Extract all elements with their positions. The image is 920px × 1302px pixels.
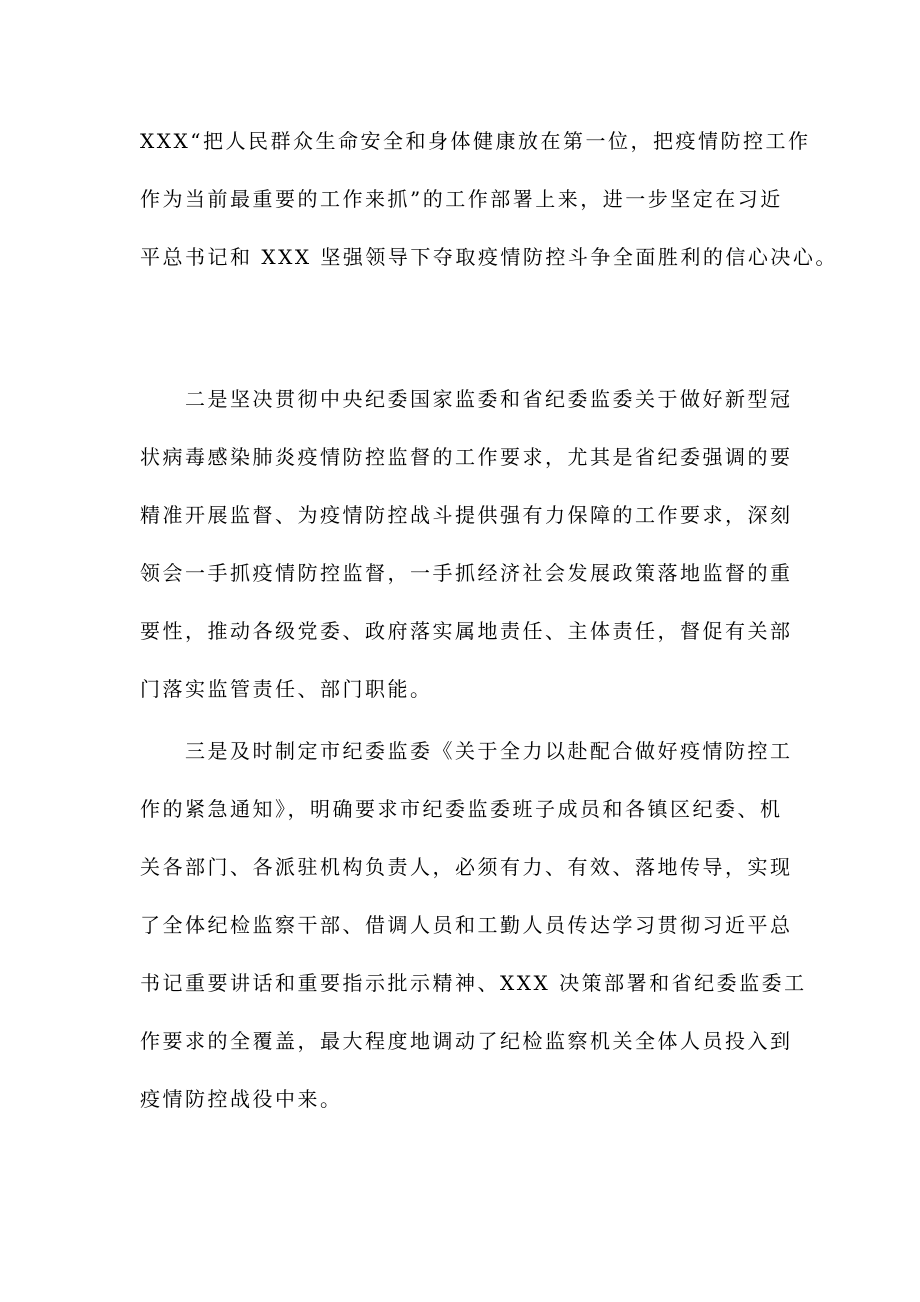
paragraph-point-two (140, 370, 820, 718)
text-line: 精准开展监督、为疫情防控战斗提供强有力保障的工作要求，深刻 (140, 503, 793, 527)
text-line: 状病毒感染肺炎疫情防控监督的工作要求，尤其是省纪委强调的要 (140, 445, 793, 469)
text-line: 三是及时制定市纪委监委《关于全力以赴配合做好疫情防控工 (140, 739, 793, 763)
text-line: 书记重要讲话和重要指示批示精神、XXX 决策部署和省纪委监委工 (140, 971, 807, 995)
text-line: 平总书记和 XXX 坚强领导下夺取疫情防控斗争全面胜利的信心决心。 (140, 245, 838, 269)
text-line: 了全体纪检监察干部、借调人员和工勤人员传达学习贯彻习近平总 (140, 913, 793, 937)
text-line: 疫情防控战役中来。 (140, 1087, 343, 1111)
text-line: 作的紧急通知》，明确要求市纪委监委班子成员和各镇区纪委、机 (140, 797, 783, 821)
text-line: 关各部门、各派驻机构负责人，必须有力、有效、落地传导，实现 (140, 855, 793, 879)
text-line: 门落实监管责任、部门职能。 (140, 677, 433, 701)
text-line: 要性，推动各级党委、政府落实属地责任、主体责任，督促有关部 (140, 619, 793, 643)
paragraph-continuation (140, 112, 838, 286)
text-line: 领会一手抓疫情防控监督，一手抓经济社会发展政策落地监督的重 (140, 561, 793, 585)
text-line: 作为当前最重要的工作来抓”的工作部署上来，进一步坚定在习近 (140, 187, 783, 211)
text-line: 二是坚决贯彻中央纪委国家监委和省纪委监委关于做好新型冠 (140, 387, 793, 411)
text-line: XXX“把人民群众生命安全和身体健康放在第一位，把疫情防控工作 (140, 129, 811, 153)
paragraph-point-three (140, 722, 820, 1128)
text-line: 作要求的全覆盖，最大程度地调动了纪检监察机关全体人员投入到 (140, 1029, 793, 1053)
